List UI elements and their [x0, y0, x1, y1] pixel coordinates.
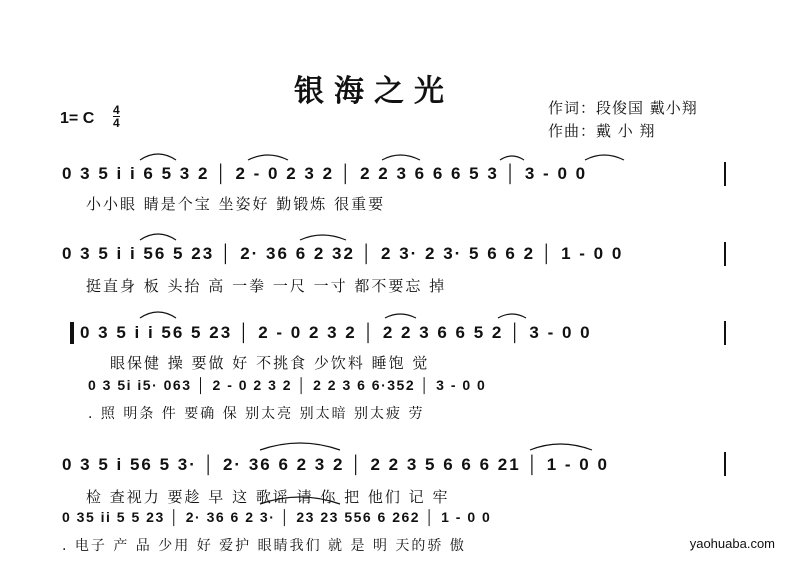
song-title: 银海之光: [294, 74, 454, 109]
score-line-4-notes: 0 3 5 i 56 5 3· │ 2· 36 6 2 3 2 │ 2 2 3 5 6 6 6 21 │ 1 - 0 0: [62, 455, 609, 474]
score-line-3-notes: 0 3 5 i i 56 5 23 │ 2 - 0 2 3 2 │ 2 2 3 6 6 5 2 │ 3 - 0 0: [80, 323, 592, 342]
score-line-3-lyrics: 眼保健 操 要做 好 不挑食 少饮料 睡饱 觉: [110, 354, 430, 372]
score-line-2-lyrics: 挺直身 板 头抬 高 一拳 一尺 一寸 都不要忘 掉: [86, 277, 447, 295]
score-line-2-notes: 0 3 5 i i 56 5 23 │ 2· 36 6 2 32 │ 2 3· 2 3· 5 6 6 2 │ 1 - 0 0: [62, 244, 624, 263]
score-line-4b-notes: 0 35 ii 5 5 23 │ 2· 36 6 2 3· │ 23 23 556 6 262 │ 1 - 0 0: [62, 509, 492, 525]
time-signature-bottom: 4: [113, 116, 120, 130]
lyricist-credit: 作词：段俊国 戴小翔: [548, 99, 698, 117]
score-line-3b-lyrics: . 照 明条 件 要确 保 别太亮 别太暗 别太疲 劳: [88, 406, 425, 422]
watermark: yaohuaba.com: [689, 536, 775, 551]
score-line-1-notes: 0 3 5 i i 6 5 3 2 │ 2 - 0 2 3 2 │ 2 2 3 6 6 6 5 3 │ 3 - 0 0: [62, 164, 588, 183]
key-signature: 1= C: [60, 110, 95, 127]
score-line-1-lyrics: 小小眼 睛是个宝 坐姿好 勤锻炼 很重要: [86, 195, 386, 213]
score-line-3b-notes: 0 3 5i i5· 063 │ 2 - 0 2 3 2 │ 2 2 3 6 6·352 │ 3 - 0 0: [88, 377, 487, 393]
score-line-4-lyrics: 检 查视力 要趁 早 这 歌谣 请 你 把 他们 记 牢: [86, 488, 450, 506]
time-signature-top: 4: [113, 103, 120, 117]
composer-credit: 作曲：戴 小 翔: [548, 122, 656, 140]
score-line-4b-lyrics: . 电子 产 品 少用 好 爱护 眼睛我们 就 是 明 天的骄 傲: [62, 538, 466, 554]
